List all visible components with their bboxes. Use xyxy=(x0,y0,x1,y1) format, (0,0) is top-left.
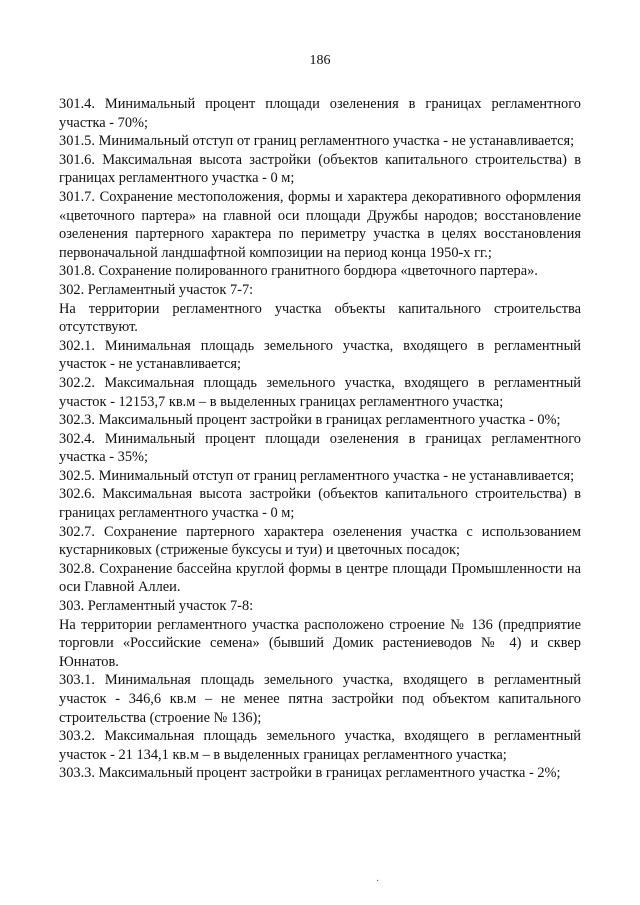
paragraph-301-7: 301.7. Сохранение местоположения, формы и характера декоративного оформления «цветочного партера» на главной оси площади Дружбы народов; восстановление озеленения партерного характера по периметру участка в целях восстановления первоначальной ландшафтной композиции на период конца 1950-х гг.; xyxy=(59,188,581,261)
paragraph-302-5: 302.5. Минимальный отступ от границ регламентного участка - не устанавливается; xyxy=(59,467,575,484)
paragraph-302-2: 302.2. Максимальная площадь земельного участка, входящего в регламентный участок - 12153,7 кв.м – в выделенных границах регламентного участка; xyxy=(59,374,581,410)
paragraph-303-2: 303.2. Максимальная площадь земельного участка, входящего в регламентный участок - 21 134,1 кв.м – в выделенных границах регламентного участка; xyxy=(59,728,581,763)
paragraph-301-4: 301.4. Минимальный процент площади озеленения в границах регламентного участка - 70%; xyxy=(59,96,581,131)
document-body xyxy=(59,95,581,783)
paragraph-303-intro: На территории регламентного участка расположено строение № 136 (предприятие торговли «Российские семена» (бывший Домик растениеводов № 4) и сквер Юннатов. xyxy=(59,616,581,670)
paragraph-302-8: 302.8. Сохранение бассейна круглой формы в центре площади Промышленности на оси Главной Аллеи. xyxy=(59,560,581,596)
section-heading-302: 302. Регламентный участок 7-7: xyxy=(59,281,254,298)
paragraph-301-8: 301.8. Сохранение полированного гранитного бордюра «цветочного партера». xyxy=(59,263,538,280)
paragraph-302-3: 302.3. Максимальный процент застройки в границах регламентного участка - 0%; xyxy=(59,412,561,429)
page-number: 186 xyxy=(309,53,331,68)
paragraph-303-1: 303.1. Минимальная площадь земельного участка, входящего в регламентный участок - 346,6 кв.м – не менее пятна застройки под объектом капитального строительства (строение № 136); xyxy=(59,672,581,726)
paragraph-302-7: 302.7. Сохранение партерного характера озеленения участка с использованием кустарниковых (стриженые буксусы и туи) и цветочных посадок; xyxy=(59,523,581,559)
paragraph-303-3: 303.3. Максимальный процент застройки в границах регламентного участка - 2%; xyxy=(59,765,561,782)
paragraph-301-5: 301.5. Минимальный отступ от границ регламентного участка - не устанавливается; xyxy=(59,133,575,150)
section-heading-303: 303. Регламентный участок 7-8: xyxy=(59,598,254,615)
paragraph-302-4: 302.4. Минимальный процент площади озеленения в границах регламентного участка - 35%; xyxy=(59,430,581,466)
paragraph-302-1: 302.1. Минимальная площадь земельного участка, входящего в регламентный участок - не устанавливается; xyxy=(59,337,581,373)
paragraph-302-intro: На территории регламентного участка объекты капитального строительства отсутствуют. xyxy=(59,300,581,336)
paragraph-302-6: 302.6. Максимальная высота застройки (объектов капитального строительства) в границах регламентного участка - 0 м; xyxy=(59,486,581,522)
scan-mark: · xyxy=(376,876,380,887)
paragraph-301-6: 301.6. Максимальная высота застройки (объектов капитального строительства) в границах регламентного участка - 0 м; xyxy=(59,151,581,187)
